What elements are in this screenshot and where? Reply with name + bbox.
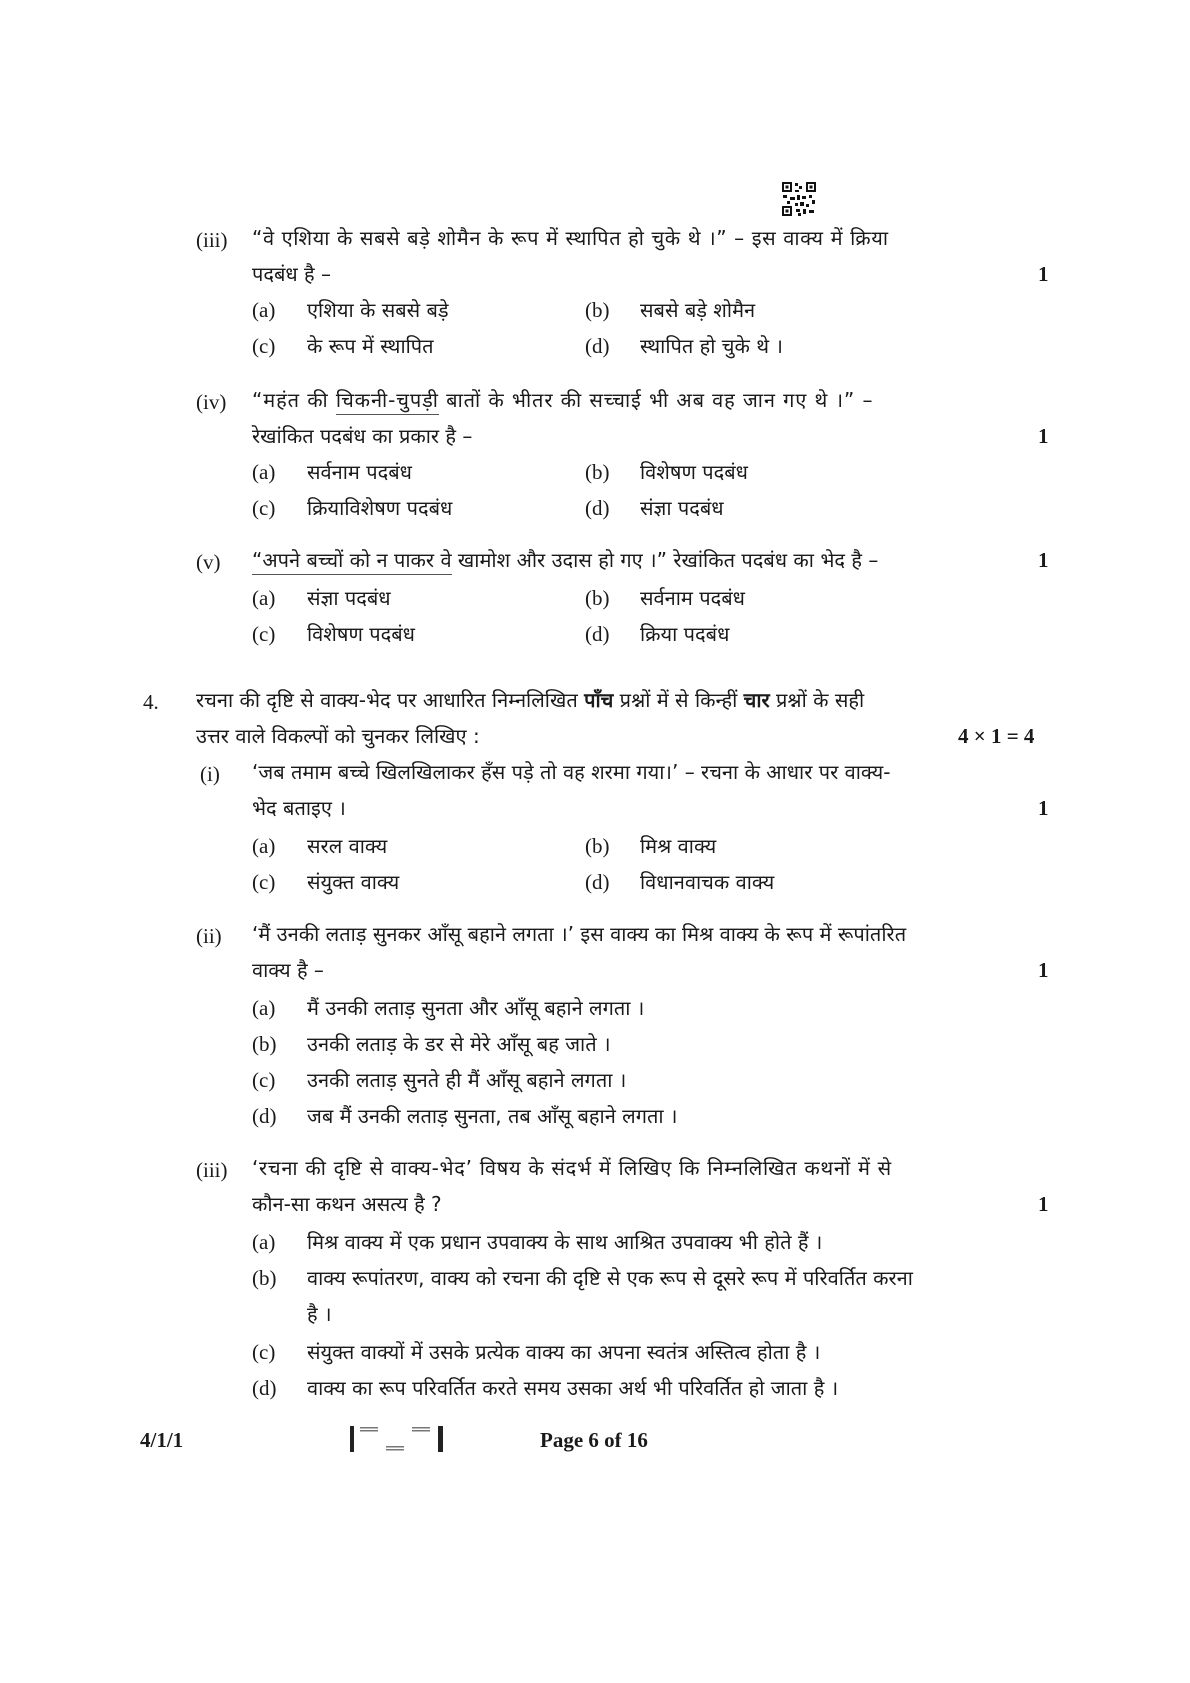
question-text: ‘जब तमाम बच्चे खिलखिलाकर हँस पड़े तो वह शरमा गया।’ – रचना के आधार पर वाक्य-	[252, 760, 891, 784]
barcode-icon	[348, 1424, 452, 1454]
marks: 4 × 1 = 4	[958, 724, 1035, 748]
question-text: उत्तर वाले विकल्पों को चुनकर लिखिए :	[196, 724, 480, 748]
option-label: (b)	[585, 298, 610, 322]
option-text: एशिया के सबसे बड़े	[307, 298, 449, 322]
option-label: (d)	[585, 334, 610, 358]
text-segment: खामोश और उदास हो गए ।” रेखांकित पदबंध का भेद है –	[451, 548, 879, 572]
option-label: (c)	[252, 334, 276, 358]
question-label: (i)	[200, 762, 220, 786]
option-label: (d)	[252, 1376, 277, 1400]
underlined-phrase: “अपने बच्चों को न पाकर वे	[252, 548, 452, 575]
option-label: (b)	[252, 1032, 277, 1056]
option-text: क्रिया पदबंध	[640, 622, 730, 646]
option-text: विशेषण पदबंध	[640, 460, 748, 484]
option-label: (b)	[585, 460, 610, 484]
option-label: (c)	[252, 1068, 276, 1092]
option-text: के रूप में स्थापित	[307, 334, 434, 358]
option-text: विशेषण पदबंध	[307, 622, 415, 646]
question-text: ‘मैं उनकी लताड़ सुनकर आँसू बहाने लगता ।’ इस वाक्य का मिश्र वाक्य के रूप में रूपांतरित	[252, 922, 907, 946]
option-text: संयुक्त वाक्य	[307, 870, 400, 894]
text-segment: बातों के भीतर की सच्चाई भी अब वह जान गए थे ।” –	[438, 388, 874, 412]
option-label: (b)	[252, 1266, 277, 1290]
option-text: वाक्य का रूप परिवर्तित करते समय उसका अर्थ भी परिवर्तित हो जाता है ।	[307, 1376, 839, 1400]
paper-code: 4/1/1	[140, 1428, 184, 1452]
option-text: जब मैं उनकी लताड़ सुनता, तब आँसू बहाने लगता ।	[307, 1104, 678, 1128]
marks: 1	[1038, 548, 1049, 572]
question-text	[252, 386, 873, 414]
option-text: सरल वाक्य	[307, 834, 388, 858]
option-label: (c)	[252, 496, 276, 520]
option-label: (c)	[252, 622, 276, 646]
option-text: सर्वनाम पदबंध	[640, 586, 745, 610]
option-text: संज्ञा पदबंध	[307, 586, 391, 610]
option-text: मिश्र वाक्य में एक प्रधान उपवाक्य के साथ आश्रित उपवाक्य भी होते हैं ।	[307, 1230, 823, 1254]
question-label: (ii)	[196, 924, 222, 948]
option-text: मिश्र वाक्य	[640, 834, 717, 858]
text-segment: “महंत की	[252, 388, 336, 412]
option-text: क्रियाविशेषण पदबंध	[307, 496, 453, 520]
question-text: कौन-सा कथन असत्य है ?	[252, 1192, 442, 1216]
option-label: (a)	[252, 298, 276, 322]
option-text: उनकी लताड़ सुनते ही मैं आँसू बहाने लगता ।	[307, 1068, 627, 1092]
option-text: वाक्य रूपांतरण, वाक्य को रचना की दृष्टि से एक रूप से दूसरे रूप में परिवर्तित करना	[307, 1266, 913, 1290]
option-label: (a)	[252, 996, 276, 1020]
question-text: “वे एशिया के सबसे बड़े शोमैन के रूप में स्थापित हो चुके थे ।” – इस वाक्य में क्रिया	[252, 226, 889, 250]
option-text: है ।	[307, 1302, 332, 1326]
option-label: (c)	[252, 870, 276, 894]
option-text: संज्ञा पदबंध	[640, 496, 724, 520]
option-text: मैं उनकी लताड़ सुनता और आँसू बहाने लगता ।	[307, 996, 645, 1020]
emphasis: चार	[743, 688, 770, 712]
option-label: (a)	[252, 1230, 276, 1254]
text-segment: प्रश्नों के सही	[769, 688, 865, 712]
marks: 1	[1038, 424, 1049, 448]
question-text: रेखांकित पदबंध का प्रकार है –	[252, 424, 473, 448]
question-text	[196, 686, 864, 714]
option-label: (c)	[252, 1340, 276, 1364]
question-number: 4.	[143, 690, 159, 714]
option-label: (b)	[585, 586, 610, 610]
option-text: सबसे बड़े शोमैन	[640, 298, 756, 322]
marks: 1	[1038, 262, 1049, 286]
underlined-phrase: चिकनी-चुपड़ी	[336, 388, 439, 415]
emphasis: पाँच	[584, 688, 614, 712]
page-number: Page 6 of 16	[540, 1428, 648, 1452]
option-label: (a)	[252, 460, 276, 484]
question-text: ‘रचना की दृष्टि से वाक्य-भेद’ विषय के संदर्भ में लिखिए कि निम्नलिखित कथनों में से	[252, 1156, 892, 1180]
option-label: (d)	[252, 1104, 277, 1128]
marks: 1	[1038, 958, 1049, 982]
option-text: स्थापित हो चुके थे ।	[640, 334, 783, 358]
option-text: संयुक्त वाक्यों में उसके प्रत्येक वाक्य का अपना स्वतंत्र अस्तित्व होता है ।	[307, 1340, 821, 1364]
option-text: सर्वनाम पदबंध	[307, 460, 412, 484]
option-label: (b)	[585, 834, 610, 858]
text-segment: प्रश्नों में से किन्हीं	[613, 688, 744, 712]
option-text: विधानवाचक वाक्य	[640, 870, 775, 894]
text-segment: रचना की दृष्टि से वाक्य-भेद पर आधारित निम्नलिखित	[196, 688, 585, 712]
question-text: भेद बताइए ।	[252, 796, 346, 820]
marks: 1	[1038, 1192, 1049, 1216]
option-label: (d)	[585, 870, 610, 894]
qr-code-icon	[782, 182, 812, 212]
question-label: (iv)	[196, 390, 227, 414]
question-text	[252, 546, 878, 574]
option-label: (a)	[252, 834, 276, 858]
question-text: वाक्य है –	[252, 958, 324, 982]
question-label: (v)	[196, 550, 221, 574]
option-label: (a)	[252, 586, 276, 610]
option-label: (d)	[585, 622, 610, 646]
marks: 1	[1038, 796, 1049, 820]
question-label: (iii)	[196, 1158, 228, 1182]
option-text: उनकी लताड़ के डर से मेरे आँसू बह जाते ।	[307, 1032, 611, 1056]
option-label: (d)	[585, 496, 610, 520]
question-text: पदबंध है –	[252, 262, 332, 286]
question-label: (iii)	[196, 228, 228, 252]
